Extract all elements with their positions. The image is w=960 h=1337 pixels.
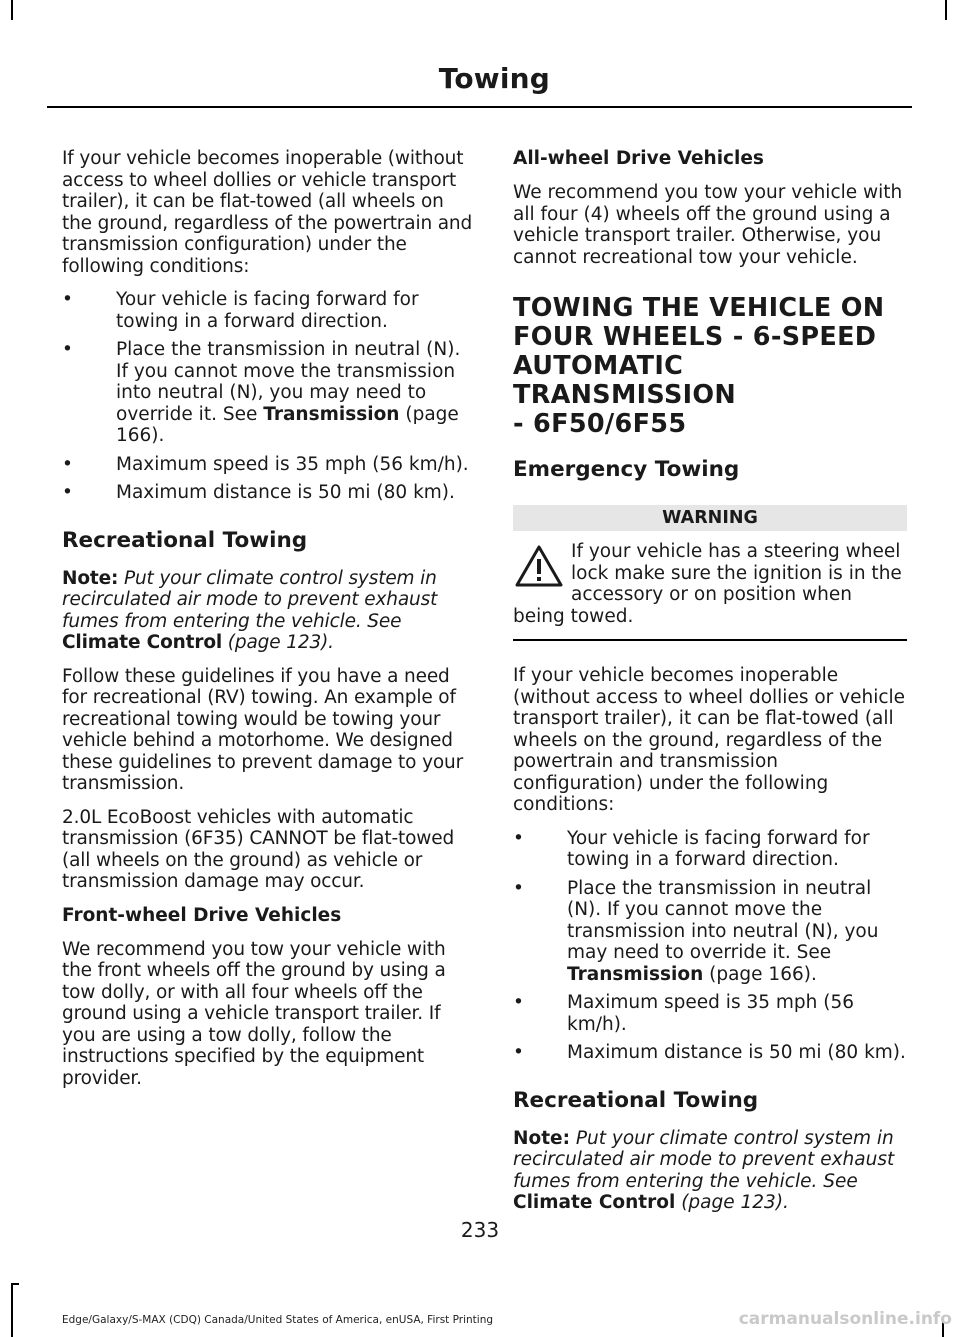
intro-paragraph: If your vehicle becomes inoperable (without access to wheel dollies or vehicle transport trailer), it can be flat-towed (all wheels on the ground, regardless of the powertrain and transmission configuration) under the following conditions: — [62, 148, 473, 277]
warning-divider — [513, 639, 907, 641]
crop-mark-bottom-left-h — [11, 1283, 19, 1285]
intro-paragraph: If your vehicle becomes inoperable (without access to wheel dollies or vehicle transport trailer), it can be flat-towed (all wheels on the ground, regardless of the powertrain and transmission configuration) under the following conditions: — [513, 665, 906, 815]
list-item: • Place the transmission in neutral (N). If you cannot move the transmission into neutral (N), you may need to override it. See Transmission (page 166). — [513, 877, 879, 985]
warning-banner: WARNING — [513, 505, 907, 531]
climate-control-link[interactable]: Climate Control — [513, 1192, 676, 1213]
page-title: Towing — [438, 62, 550, 95]
list-item: • Maximum distance is 50 mi (80 km). — [513, 1042, 906, 1063]
list-item: • Your vehicle is facing forward for towing in a forward direction. — [513, 827, 870, 870]
crop-mark-top-left — [11, 0, 13, 20]
list-item: • Maximum distance is 50 mi (80 km). — [62, 482, 455, 503]
bullet: • — [513, 877, 524, 899]
right-column — [513, 148, 907, 1226]
bullet: • — [513, 992, 524, 1013]
conditions-list — [513, 828, 907, 1064]
bullet: • — [62, 482, 73, 503]
list-item: • Place the transmission in neutral (N). If you cannot move the transmission into neutral (N), you may need to override it. See Transmission (page 166). — [62, 339, 461, 446]
transmission-link[interactable]: Transmission — [567, 963, 704, 985]
note-label: Note: — [62, 567, 119, 589]
note-block: Note: Put your climate control system in recirculated air mode to prevent exhaust fumes from entering the vehicle. See Climate Control (page 123). — [62, 567, 438, 653]
conditions-list — [62, 289, 478, 504]
bullet: • — [513, 1042, 524, 1063]
front-wheel-drive-heading: Front-wheel Drive Vehicles — [62, 904, 342, 926]
crop-mark-bottom-left — [11, 1283, 13, 1337]
header-divider — [47, 106, 912, 108]
bullet: • — [62, 453, 73, 475]
bullet: • — [62, 339, 73, 360]
transmission-link[interactable]: Transmission — [263, 403, 400, 425]
warning-body — [513, 541, 907, 627]
note-label: Note: — [513, 1127, 570, 1149]
climate-control-link[interactable]: Climate Control — [62, 632, 223, 653]
left-column — [62, 148, 478, 1101]
emergency-towing-heading: Emergency Towing — [513, 457, 740, 482]
list-item: • Maximum speed is 35 mph (56 km/h). — [513, 992, 855, 1035]
recreational-towing-heading: Recreational Towing — [513, 1087, 759, 1113]
warning-text: If your vehicle has a steering wheel lock make sure the ignition is in the accessory or on position when being towed. — [513, 541, 902, 627]
guidelines-paragraph: Follow these guidelines if you have a need for recreational (RV) towing. An example of recreational towing would be towing your vehicle behind a motorhome. We designed these guidelines to prevent damage to your transmission. — [62, 665, 464, 794]
bullet: • — [62, 289, 73, 310]
crop-mark-top-right — [945, 0, 947, 20]
list-item: • Your vehicle is facing forward for towing in a forward direction. — [62, 289, 419, 332]
front-wheel-drive-paragraph: We recommend you tow your vehicle with the front wheels off the ground by using a tow dolly, or with all four wheels off the ground using a vehicle transport trailer. If you are using a tow dolly, follow the instructions specified by the equipment provider. — [62, 938, 446, 1089]
recreational-towing-heading: Recreational Towing — [62, 527, 308, 553]
watermark: carmanualsonline.info — [738, 1309, 952, 1329]
note-block: Note: Put your climate control system in recirculated air mode to prevent exhaust fumes from entering the vehicle. See Climate Control (page 123). — [513, 1127, 895, 1213]
ecoboost-paragraph: 2.0L EcoBoost vehicles with automatic transmission (6F35) CANNOT be flat-towed (all wheels on the ground) as vehicle or transmission damage may occur. — [62, 806, 455, 892]
page-number: 233 — [460, 1218, 500, 1242]
section-title: TOWING THE VEHICLE ON FOUR WHEELS - 6-SPEED AUTOMATIC TRANSMISSION - 6F50/6F55 — [513, 293, 885, 439]
list-item: • Maximum speed is 35 mph (56 km/h). — [62, 453, 469, 475]
warning-triangle-icon — [513, 543, 565, 589]
footer-text: Edge/Galaxy/S-MAX (CDQ) Canada/United States of America, enUSA, First Printing — [62, 1314, 494, 1326]
all-wheel-drive-heading: All-wheel Drive Vehicles — [513, 148, 764, 169]
bullet: • — [513, 827, 524, 849]
all-wheel-drive-paragraph: We recommend you tow your vehicle with all four (4) wheels off the ground using a vehicle transport trailer. Otherwise, you cannot recreational tow your vehicle. — [513, 182, 903, 268]
